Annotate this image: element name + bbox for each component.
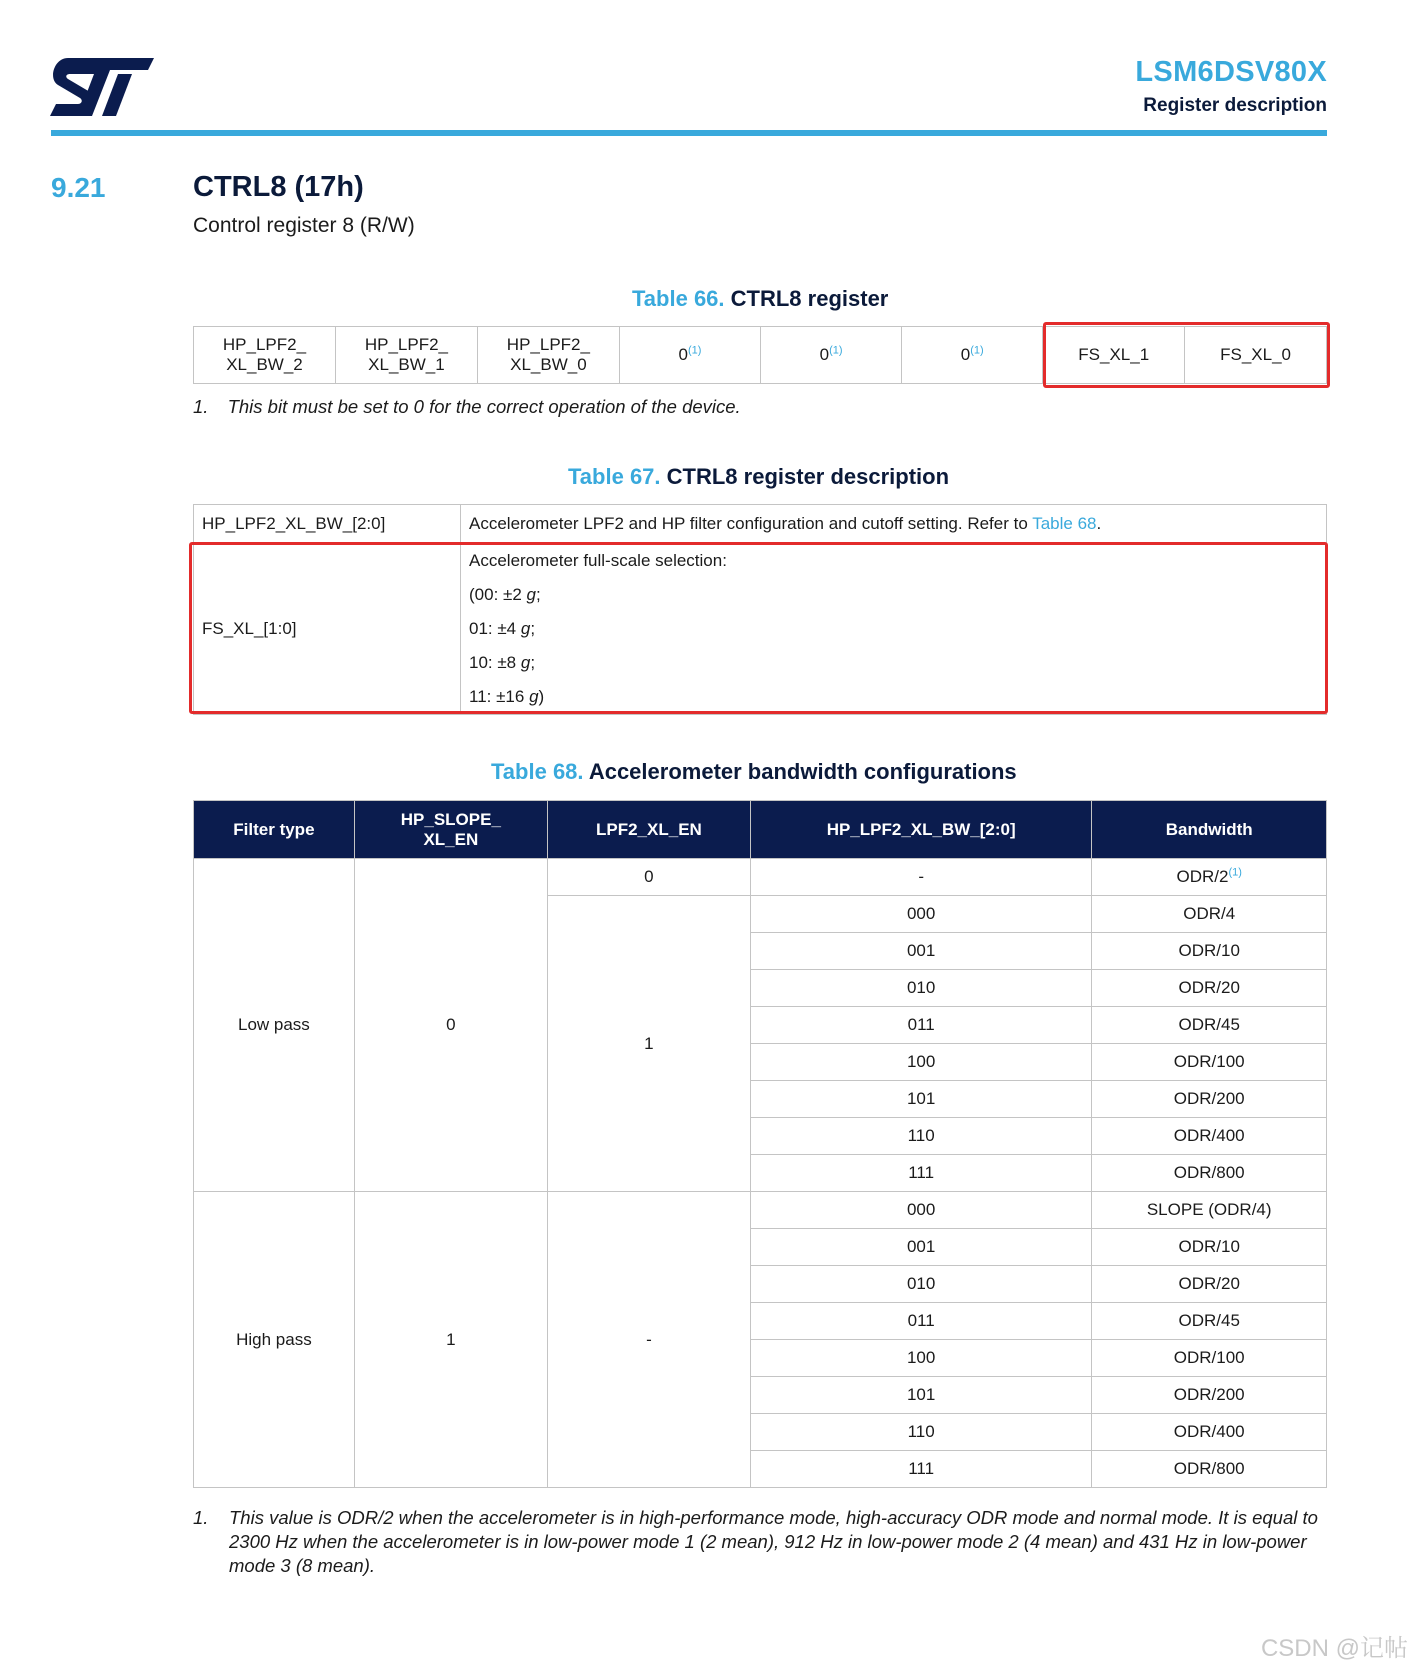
bw-value: 100 bbox=[750, 1044, 1091, 1081]
filter-type-high-pass: High pass bbox=[194, 1192, 355, 1488]
lpf2-value: 0 bbox=[547, 859, 750, 896]
field-description: Accelerometer LPF2 and HP filter configuration and cutoff setting. Refer to Table 68. bbox=[461, 505, 1327, 544]
bw-value: 010 bbox=[750, 970, 1091, 1007]
bandwidth-value: ODR/2$^{(1)}$ bbox=[1092, 859, 1327, 896]
table-row bbox=[194, 1192, 1327, 1229]
table66-caption-number: Table 66. bbox=[632, 286, 725, 311]
bandwidth-value: SLOPE (ODR/4) bbox=[1092, 1192, 1327, 1229]
table68-caption-text: Accelerometer bandwidth configurations bbox=[588, 759, 1017, 784]
bandwidth-value: ODR/400 bbox=[1092, 1414, 1327, 1451]
bw-value: 101 bbox=[750, 1377, 1091, 1414]
bandwidth-value: ODR/10 bbox=[1092, 1229, 1327, 1266]
footnote-ref[interactable]: (1) bbox=[970, 344, 984, 357]
bw-value: 110 bbox=[750, 1118, 1091, 1155]
footnote-ref[interactable]: (1) bbox=[829, 344, 843, 357]
field-name: FS_XL_[1:0] bbox=[194, 544, 461, 715]
header-hp-slope: HP_SLOPE_ XL_EN bbox=[354, 801, 547, 859]
header-bandwidth: Bandwidth bbox=[1092, 801, 1327, 859]
bw-value: 001 bbox=[750, 933, 1091, 970]
bandwidth-value: ODR/200 bbox=[1092, 1081, 1327, 1118]
table67-caption bbox=[568, 464, 949, 490]
field-description: Accelerometer full-scale selection: (00: ±2 g; 01: ±4 g; 10: ±8 g; 11: ±16 g) bbox=[461, 544, 1327, 715]
register-bit-0: FS_XL_0 bbox=[1185, 327, 1327, 384]
bandwidth-value: ODR/100 bbox=[1092, 1340, 1327, 1377]
bw-value: 000 bbox=[750, 896, 1091, 933]
register-bit-3: 0$^{(1)}$ bbox=[761, 327, 902, 384]
bw-value: 000 bbox=[750, 1192, 1091, 1229]
bw-value: 100 bbox=[750, 1340, 1091, 1377]
bandwidth-value: ODR/20 bbox=[1092, 970, 1327, 1007]
bw-value: - bbox=[750, 859, 1091, 896]
header-lpf2: LPF2_XL_EN bbox=[547, 801, 750, 859]
bw-value: 011 bbox=[750, 1007, 1091, 1044]
bw-value: 111 bbox=[750, 1451, 1091, 1488]
bandwidth-value: ODR/45 bbox=[1092, 1007, 1327, 1044]
bandwidth-value: ODR/20 bbox=[1092, 1266, 1327, 1303]
register-bit-5: HP_LPF2_ XL_BW_0 bbox=[477, 327, 619, 384]
highlight-box-fs-xl-description bbox=[189, 542, 1328, 714]
bw-value: 011 bbox=[750, 1303, 1091, 1340]
table68-caption bbox=[491, 759, 1017, 785]
st-logo bbox=[50, 58, 154, 116]
table67-caption-number: Table 67. bbox=[568, 464, 661, 489]
register-bit-2: 0$^{(1)}$ bbox=[902, 327, 1043, 384]
table68-caption-number: Table 68. bbox=[491, 759, 584, 784]
bw-value: 111 bbox=[750, 1155, 1091, 1192]
table-header-row bbox=[194, 801, 1327, 859]
lpf2-value: 1 bbox=[547, 896, 750, 1192]
table66-caption bbox=[632, 286, 888, 312]
bandwidth-value: ODR/800 bbox=[1092, 1155, 1327, 1192]
bw-value: 010 bbox=[750, 1266, 1091, 1303]
header-filter-type: Filter type bbox=[194, 801, 355, 859]
hp-slope-value: 0 bbox=[354, 859, 547, 1192]
bandwidth-value: ODR/45 bbox=[1092, 1303, 1327, 1340]
bandwidth-value: ODR/4 bbox=[1092, 896, 1327, 933]
section-description: Control register 8 (R/W) bbox=[193, 214, 415, 237]
table68-footnote: 1. This value is ODR/2 when the accelerometer is in high-performance mode, high-accuracy ODR mode and normal mode. It is equal to 2300 Hz when the accelerometer is in low-power mode 1 (2 mean), 912 Hz in low-power mode 2 (4 mean) and 431 Hz in low-power mode 3 (8 mean). bbox=[193, 1507, 1318, 1576]
table67-caption-text: CTRL8 register description bbox=[666, 464, 950, 489]
bandwidth-value: ODR/200 bbox=[1092, 1377, 1327, 1414]
bandwidth-value: ODR/100 bbox=[1092, 1044, 1327, 1081]
document-subtitle: Register description bbox=[1143, 95, 1327, 116]
document-header bbox=[1135, 56, 1327, 117]
register-bit-1: FS_XL_1 bbox=[1043, 327, 1185, 384]
table66-caption-text: CTRL8 register bbox=[730, 286, 889, 311]
register-bit-6: HP_LPF2_ XL_BW_1 bbox=[335, 327, 477, 384]
table-row bbox=[194, 859, 1327, 896]
table68-link[interactable]: Table 68 bbox=[1032, 514, 1097, 533]
header-bw: HP_LPF2_XL_BW_[2:0] bbox=[750, 801, 1091, 859]
bw-value: 101 bbox=[750, 1081, 1091, 1118]
bandwidth-value: ODR/800 bbox=[1092, 1451, 1327, 1488]
bandwidth-value: ODR/10 bbox=[1092, 933, 1327, 970]
register-bit-7: HP_LPF2_ XL_BW_2 bbox=[194, 327, 336, 384]
lpf2-value: - bbox=[547, 1192, 750, 1488]
section-title: CTRL8 (17h) bbox=[193, 171, 364, 203]
hp-slope-value: 1 bbox=[354, 1192, 547, 1488]
section-number: 9.21 bbox=[51, 172, 106, 203]
table66-footnote: 1. This bit must be set to 0 for the correct operation of the device. bbox=[193, 396, 741, 417]
footnote-ref[interactable]: (1) bbox=[1228, 866, 1242, 879]
header-divider bbox=[51, 130, 1327, 136]
register-bit-4: 0$^{(1)}$ bbox=[619, 327, 760, 384]
table-row bbox=[194, 505, 1327, 544]
csdn-watermark: CSDN @记帖 bbox=[1260, 1635, 1408, 1662]
filter-type-low-pass: Low pass bbox=[194, 859, 355, 1192]
footnote-ref[interactable]: (1) bbox=[687, 344, 702, 357]
bw-value: 110 bbox=[750, 1414, 1091, 1451]
table68-bandwidth-configurations bbox=[193, 800, 1327, 1488]
bw-value: 001 bbox=[750, 1229, 1091, 1266]
bandwidth-value: ODR/400 bbox=[1092, 1118, 1327, 1155]
field-name: HP_LPF2_XL_BW_[2:0] bbox=[194, 505, 461, 544]
highlight-box-fs-xl-bits bbox=[1043, 322, 1330, 388]
document-title: LSM6DSV80X bbox=[1135, 56, 1327, 88]
